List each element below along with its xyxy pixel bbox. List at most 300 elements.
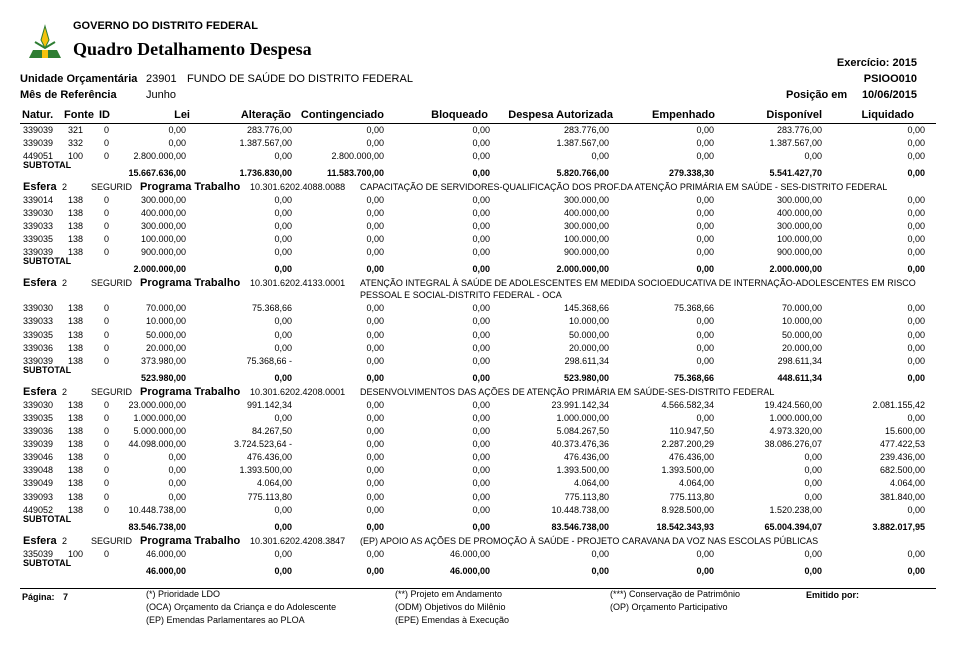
table-cell: 0,00 <box>168 137 186 148</box>
subtotal-cell: 1.736.830,00 <box>239 167 292 178</box>
table-cell: 0,00 <box>366 504 384 515</box>
table-cell: 339039 <box>23 247 54 258</box>
programa-description: CAPACITAÇÃO DE SERVIDORES-QUALIFICAÇÃO DOS PROF.DA ATENÇÃO PRIMÁRIA EM SAÚDE - SES-DISTRITO FEDERAL <box>360 181 888 192</box>
table-cell: 0,00 <box>274 412 292 423</box>
table-cell: 0,00 <box>366 439 384 450</box>
table-cell: 0 <box>104 150 110 161</box>
programa-description-cont: PESSOAL E SOCIAL-DISTRITO FEDERAL - OCA <box>360 290 562 301</box>
table-cell: 0,00 <box>366 329 384 340</box>
table-cell: 0,00 <box>472 137 490 148</box>
table-cell: 0,00 <box>472 452 490 463</box>
table-cell: 46.000,00 <box>449 548 490 559</box>
subtotal-cell: 65.004.394,07 <box>764 521 822 532</box>
table-cell: 2.287.200,29 <box>661 439 714 450</box>
table-cell: 0,00 <box>472 342 490 353</box>
segment-code: SEGURID <box>91 181 133 192</box>
table-cell: 0,00 <box>274 221 292 231</box>
table-cell: 110.947,50 <box>669 426 714 436</box>
table-cell: 300.000,00 <box>776 221 822 231</box>
table-cell: 0,00 <box>472 316 490 327</box>
table-cell: 0,00 <box>366 426 384 436</box>
subtotal-label: SUBTOTAL <box>23 557 72 568</box>
table-cell: 400.000,00 <box>563 207 609 218</box>
table-cell: 19.424.560,00 <box>764 399 822 410</box>
table-cell: 2.081.155,42 <box>872 399 925 410</box>
table-cell: 477.422,53 <box>879 439 925 450</box>
table-cell: 0,00 <box>274 207 292 218</box>
table-cell: 332 <box>68 137 84 148</box>
column-header: Disponível <box>766 109 822 121</box>
table-cell: 0,00 <box>472 234 490 245</box>
table-cell: 0,00 <box>907 221 925 231</box>
table-cell: 0,00 <box>366 548 384 559</box>
table-cell: 0,00 <box>907 194 925 205</box>
table-cell: 0,00 <box>366 221 384 231</box>
table-cell: 50.000,00 <box>568 329 609 340</box>
table-cell: 100.000,00 <box>776 234 822 245</box>
subtotal-cell: 2.000.000,00 <box>556 264 609 275</box>
table-cell: 300.000,00 <box>563 221 609 231</box>
table-cell: 1.393.500,00 <box>239 465 292 476</box>
legend-item: (EP) Emendas Parlamentares ao PLOA <box>146 615 305 625</box>
table-cell: 449051 <box>23 150 54 161</box>
table-cell: 50.000,00 <box>781 329 822 340</box>
table-cell: 0 <box>104 412 110 423</box>
table-cell: 0,00 <box>696 316 714 327</box>
table-cell: 0,00 <box>804 465 822 476</box>
table-cell: 0,00 <box>696 548 714 559</box>
table-cell: 0,00 <box>366 355 384 366</box>
subtotal-cell: 0,00 <box>591 565 609 576</box>
table-cell: 0,00 <box>274 504 292 515</box>
table-cell: 46.000,00 <box>145 548 186 559</box>
table-cell: 0,00 <box>696 150 714 161</box>
table-cell: 283.776,00 <box>246 124 292 135</box>
table-cell: 10.000,00 <box>781 316 822 327</box>
table-cell: 0,00 <box>696 234 714 245</box>
table-cell: 138 <box>68 194 84 205</box>
table-cell: 100.000,00 <box>140 234 186 245</box>
page-label: Página: <box>22 592 55 602</box>
subtotal-label: SUBTOTAL <box>23 364 72 375</box>
mes-value: Junho <box>146 89 176 101</box>
table-cell: 0,00 <box>696 342 714 353</box>
table-cell: 300.000,00 <box>776 194 822 205</box>
table-cell: 138 <box>68 247 84 258</box>
table-cell: 5.084.267,50 <box>556 426 609 436</box>
table-cell: 775.113,80 <box>564 491 609 502</box>
table-cell: 0,00 <box>472 124 490 135</box>
table-cell: 339030 <box>23 399 54 410</box>
table-cell: 20.000,00 <box>781 342 822 353</box>
table-cell: 0 <box>104 247 110 258</box>
table-cell: 400.000,00 <box>140 207 186 218</box>
table-cell: 138 <box>68 342 84 353</box>
table-cell: 0,00 <box>696 137 714 148</box>
table-cell: 4.064,00 <box>573 478 609 489</box>
table-cell: 138 <box>68 412 84 423</box>
esfera-number: 2 <box>62 535 68 546</box>
table-cell: 0,00 <box>804 452 822 463</box>
table-cell: 0,00 <box>907 355 925 366</box>
table-cell: 300.000,00 <box>563 194 609 205</box>
table-cell: 1.387.567,00 <box>556 137 609 148</box>
table-cell: 0,00 <box>366 342 384 353</box>
table-cell: 23.000.000,00 <box>128 399 186 410</box>
table-cell: 400.000,00 <box>776 207 822 218</box>
table-cell: 0,00 <box>907 137 925 148</box>
table-cell: 138 <box>68 234 84 245</box>
subtotal-cell: 75.368,66 <box>673 372 714 383</box>
programa-description: DESENVOLVIMENTOS DAS AÇÕES DE ATENÇÃO PRIMÁRIA EM SAÚDE-SES-DISTRITO FEDERAL <box>360 386 775 397</box>
table-cell: 0,00 <box>907 548 925 559</box>
table-cell: 138 <box>68 478 84 489</box>
legend-item: (EPE) Emendas à Execução <box>395 615 510 625</box>
table-cell: 0 <box>104 137 110 148</box>
table-cell: 339030 <box>23 207 54 218</box>
segment-code: SEGURID <box>91 386 133 397</box>
table-cell: 0,00 <box>274 234 292 245</box>
programa-description: ATENÇÃO INTEGRAL À SAÚDE DE ADOLESCENTES EM MEDIDA SOCIOEDUCATIVA DE INTERNAÇÃO-ADOLESCENTES EM RISCO <box>360 278 916 289</box>
table-cell: 0,00 <box>472 465 490 476</box>
esfera-label: Esfera <box>23 534 57 547</box>
subtotal-cell: 0,00 <box>907 264 925 275</box>
programa-code: 10.301.6202.4133.0001 <box>250 278 346 289</box>
exercicio: Exercício: 2015 <box>836 57 917 69</box>
table-cell: 476.436,00 <box>563 452 609 463</box>
subtotal-cell: 2.000.000,00 <box>769 264 822 275</box>
table-cell: 0,00 <box>472 355 490 366</box>
table-cell: 339014 <box>23 194 54 205</box>
table-cell: 339036 <box>23 342 54 353</box>
table-cell: 339049 <box>23 478 54 489</box>
table-cell: 0 <box>104 439 110 450</box>
column-header: Contingenciado <box>300 109 384 121</box>
table-cell: 298.611,34 <box>777 355 822 366</box>
table-cell: 138 <box>68 465 84 476</box>
government-name: GOVERNO DO DISTRITO FEDERAL <box>73 20 258 32</box>
table-cell: 0,00 <box>907 207 925 218</box>
subtotal-cell: 0,00 <box>366 372 384 383</box>
subtotal-cell: 0,00 <box>696 264 714 275</box>
table-cell: 1.393.500,00 <box>661 465 714 476</box>
table-cell: 900.000,00 <box>776 247 822 258</box>
table-cell: 0,00 <box>591 150 609 161</box>
report-title: Quadro Detalhamento Despesa <box>73 39 312 59</box>
table-cell: 0 <box>104 342 110 353</box>
table-cell: 1.000.000,00 <box>133 412 186 423</box>
table-cell: 339033 <box>23 221 54 231</box>
table-cell: 0,00 <box>274 548 292 559</box>
table-cell: 0,00 <box>168 452 186 463</box>
table-cell: 40.373.476,36 <box>551 439 609 450</box>
table-cell: 0,00 <box>274 194 292 205</box>
table-cell: 2.800.000,00 <box>133 150 186 161</box>
table-cell: 0,00 <box>274 329 292 340</box>
table-cell: 0,00 <box>366 491 384 502</box>
programa-description: (EP) APOIO AS AÇÕES DE PROMOÇÃO À SAÚDE - PROJETO CARAVANA DA VOZ NAS ESCOLAS PÚBLICAS <box>360 535 819 546</box>
table-cell: 70.000,00 <box>781 303 822 314</box>
table-cell: 283.776,00 <box>563 124 609 135</box>
table-cell: 682.500,00 <box>879 465 925 476</box>
table-cell: 0,00 <box>472 426 490 436</box>
table-cell: 38.086.276,07 <box>764 439 822 450</box>
table-cell: 239.436,00 <box>879 452 925 463</box>
table-cell: 138 <box>68 207 84 218</box>
table-cell: 476.436,00 <box>668 452 714 463</box>
table-cell: 298.611,34 <box>564 355 609 366</box>
subtotal-label: SUBTOTAL <box>23 513 72 524</box>
subtotal-cell: 523.980,00 <box>563 372 609 383</box>
table-cell: 775.113,80 <box>669 491 714 502</box>
unidade-label: Unidade Orçamentária <box>20 73 138 85</box>
table-cell: 0,00 <box>366 399 384 410</box>
table-cell: 476.436,00 <box>246 452 292 463</box>
table-cell: 339035 <box>23 412 54 423</box>
subtotal-cell: 0,00 <box>366 264 384 275</box>
unidade-code: 23901 <box>146 73 177 85</box>
programa-label: Programa Trabalho <box>140 277 241 290</box>
table-cell: 339039 <box>23 124 54 135</box>
column-header: Bloqueado <box>431 109 488 121</box>
table-cell: 339035 <box>23 329 54 340</box>
table-cell: 0,00 <box>696 207 714 218</box>
table-cell: 0 <box>104 426 110 436</box>
table-cell: 339093 <box>23 491 54 502</box>
unidade-name: FUNDO DE SAÚDE DO DISTRITO FEDERAL <box>187 73 413 85</box>
table-cell: 0,00 <box>168 465 186 476</box>
table-cell: 0,00 <box>366 412 384 423</box>
table-cell: 0,00 <box>472 478 490 489</box>
table-cell: 0 <box>104 478 110 489</box>
table-cell: 0,00 <box>696 412 714 423</box>
table-cell: 449052 <box>23 504 54 515</box>
subtotal-cell: 523.980,00 <box>140 372 186 383</box>
table-cell: 339030 <box>23 303 54 314</box>
column-header: Fonte <box>64 109 94 121</box>
subtotal-cell: 2.000.000,00 <box>133 264 186 275</box>
subtotal-cell: 3.882.017,95 <box>872 521 925 532</box>
subtotal-label: SUBTOTAL <box>23 256 72 267</box>
table-cell: 775.113,80 <box>247 491 292 502</box>
table-cell: 0,00 <box>804 478 822 489</box>
table-cell: 0 <box>104 303 110 314</box>
table-cell: 0,00 <box>804 491 822 502</box>
table-cell: 0,00 <box>696 194 714 205</box>
table-cell: 0,00 <box>472 194 490 205</box>
programa-code: 10.301.6202.4208.3847 <box>250 535 346 546</box>
table-cell: 4.064,00 <box>256 478 292 489</box>
table-cell: 1.387.567,00 <box>769 137 822 148</box>
table-cell: 0,00 <box>907 342 925 353</box>
table-cell: 138 <box>68 504 84 515</box>
subtotal-cell: 5.820.766,00 <box>556 167 609 178</box>
table-cell: 20.000,00 <box>568 342 609 353</box>
table-cell: 138 <box>68 221 84 231</box>
subtotal-cell: 46.000,00 <box>449 565 490 576</box>
table-cell: 0,00 <box>907 247 925 258</box>
table-cell: 339046 <box>23 452 54 463</box>
subtotal-cell: 0,00 <box>907 167 925 178</box>
table-cell: 0,00 <box>907 412 925 423</box>
table-cell: 20.000,00 <box>145 342 186 353</box>
table-cell: 10.448.738,00 <box>551 504 609 515</box>
table-cell: 0,00 <box>366 234 384 245</box>
table-cell: 381.840,00 <box>879 491 925 502</box>
table-cell: 0,00 <box>696 124 714 135</box>
subtotal-cell: 0,00 <box>472 167 490 178</box>
table-cell: 0,00 <box>366 207 384 218</box>
table-cell: 75.368,66 - <box>246 355 292 366</box>
subtotal-cell: 0,00 <box>472 372 490 383</box>
column-header: Despesa Autorizada <box>508 109 613 121</box>
table-cell: 0 <box>104 207 110 218</box>
table-cell: 0,00 <box>274 150 292 161</box>
table-cell: 300.000,00 <box>140 221 186 231</box>
table-cell: 10.000,00 <box>568 316 609 327</box>
table-cell: 339036 <box>23 426 54 436</box>
table-cell: 4.064,00 <box>678 478 714 489</box>
table-cell: 5.000.000,00 <box>133 426 186 436</box>
table-cell: 0,00 <box>366 137 384 148</box>
programa-code: 10.301.6202.4208.0001 <box>250 386 346 397</box>
table-cell: 0 <box>104 234 110 245</box>
segment-code: SEGURID <box>91 535 133 546</box>
table-cell: 283.776,00 <box>776 124 822 135</box>
table-cell: 339039 <box>23 355 54 366</box>
table-cell: 0,00 <box>168 491 186 502</box>
table-cell: 0 <box>104 355 110 366</box>
table-cell: 339035 <box>23 234 54 245</box>
table-cell: 373.980,00 <box>140 355 186 366</box>
table-cell: 100 <box>68 150 84 161</box>
subtotal-cell: 0,00 <box>907 372 925 383</box>
column-header: ID <box>99 109 110 121</box>
table-cell: 300.000,00 <box>140 194 186 205</box>
esfera-label: Esfera <box>23 277 57 290</box>
table-cell: 0 <box>104 504 110 515</box>
table-cell: 70.000,00 <box>145 303 186 314</box>
table-cell: 0,00 <box>472 329 490 340</box>
table-cell: 0,00 <box>472 491 490 502</box>
table-cell: 23.991.142,34 <box>551 399 609 410</box>
table-cell: 0,00 <box>472 150 490 161</box>
table-cell: 0,00 <box>168 124 186 135</box>
legend-item: (OCA) Orçamento da Criança e do Adolescente <box>146 602 337 612</box>
table-cell: 0 <box>104 316 110 327</box>
programa-label: Programa Trabalho <box>140 180 241 193</box>
table-cell: 339033 <box>23 316 54 327</box>
table-cell: 0,00 <box>366 194 384 205</box>
table-cell: 339048 <box>23 465 54 476</box>
table-cell: 138 <box>68 329 84 340</box>
legend-item: (ODM) Objetivos do Milênio <box>395 602 506 612</box>
table-cell: 0 <box>104 124 110 135</box>
table-cell: 339039 <box>23 137 54 148</box>
table-cell: 0,00 <box>274 342 292 353</box>
subtotal-cell: 83.546.738,00 <box>128 521 186 532</box>
subtotal-cell: 5.541.427,70 <box>769 167 822 178</box>
subtotal-cell: 83.546.738,00 <box>551 521 609 532</box>
programa-label: Programa Trabalho <box>140 534 241 547</box>
table-cell: 44.098.000,00 <box>128 439 186 450</box>
subtotal-cell: 0,00 <box>274 372 292 383</box>
column-header: Empenhado <box>652 109 715 121</box>
table-cell: 10.000,00 <box>145 316 186 327</box>
esfera-number: 2 <box>62 278 68 289</box>
table-cell: 0 <box>104 452 110 463</box>
table-cell: 0 <box>104 329 110 340</box>
subtotal-cell: 279.338,30 <box>668 167 714 178</box>
table-cell: 321 <box>68 124 84 135</box>
table-cell: 1.393.500,00 <box>556 465 609 476</box>
subtotal-cell: 0,00 <box>366 521 384 532</box>
table-cell: 0,00 <box>591 548 609 559</box>
table-cell: 0 <box>104 221 110 231</box>
segment-code: SEGURID <box>91 278 133 289</box>
table-cell: 75.368,66 <box>251 303 292 314</box>
table-cell: 15.600,00 <box>884 426 925 436</box>
table-cell: 0,00 <box>907 316 925 327</box>
esfera-label: Esfera <box>23 385 57 398</box>
table-cell: 138 <box>68 452 84 463</box>
table-cell: 1.387.567,00 <box>239 137 292 148</box>
table-cell: 0,00 <box>472 399 490 410</box>
table-cell: 0,00 <box>472 221 490 231</box>
table-cell: 75.368,66 <box>673 303 714 314</box>
table-cell: 0 <box>104 491 110 502</box>
table-cell: 0 <box>104 194 110 205</box>
table-cell: 145.368,66 <box>563 303 609 314</box>
table-cell: 1.520.238,00 <box>769 504 822 515</box>
subtotal-cell: 0,00 <box>472 521 490 532</box>
table-cell: 138 <box>68 426 84 436</box>
table-cell: 0,00 <box>696 221 714 231</box>
table-cell: 0,00 <box>274 247 292 258</box>
table-cell: 0 <box>104 548 110 559</box>
subtotal-cell: 448.611,34 <box>777 372 822 383</box>
table-cell: 10.448.738,00 <box>128 504 186 515</box>
table-cell: 1.000.000,00 <box>769 412 822 423</box>
posicao-label: Posição em <box>786 89 848 101</box>
table-cell: 0,00 <box>366 316 384 327</box>
table-cell: 0,00 <box>696 355 714 366</box>
table-cell: 0,00 <box>907 234 925 245</box>
table-cell: 0,00 <box>366 465 384 476</box>
subtotal-cell: 0,00 <box>472 264 490 275</box>
subtotal-cell: 0,00 <box>804 565 822 576</box>
table-cell: 0,00 <box>472 504 490 515</box>
mes-label: Mês de Referência <box>20 89 117 101</box>
subtotal-cell: 0,00 <box>274 521 292 532</box>
subtotal-cell: 0,00 <box>907 565 925 576</box>
table-cell: 0,00 <box>907 504 925 515</box>
column-header: Liquidado <box>861 109 914 121</box>
legend-item: (***) Conservação de Patrimônio <box>610 589 741 599</box>
table-cell: 0,00 <box>696 247 714 258</box>
table-cell: 138 <box>68 491 84 502</box>
esfera-number: 2 <box>62 386 68 397</box>
table-cell: 3.724.523,64 - <box>233 439 292 450</box>
esfera-label: Esfera <box>23 180 57 193</box>
column-header: Natur. <box>22 109 54 121</box>
table-cell: 0,00 <box>472 207 490 218</box>
table-cell: 0,00 <box>472 303 490 314</box>
table-cell: 138 <box>68 399 84 410</box>
table-cell: 900.000,00 <box>563 247 609 258</box>
table-cell: 138 <box>68 439 84 450</box>
table-cell: 0,00 <box>366 452 384 463</box>
